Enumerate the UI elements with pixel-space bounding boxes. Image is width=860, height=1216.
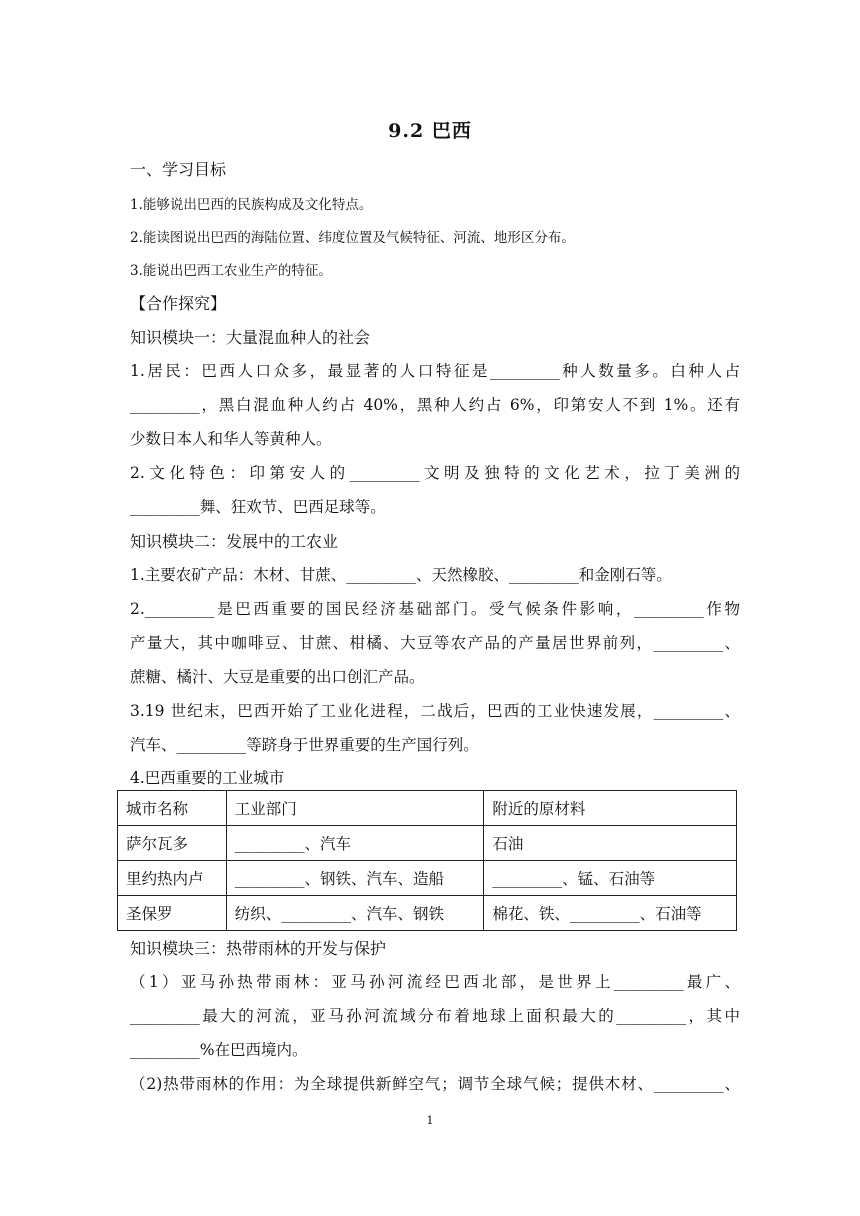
- module2-p1: 1.主要农矿产品：木材、甘蔗、_________、天然橡胶、_________和金刚石等。: [130, 566, 672, 584]
- module1-heading: 知识模块一：大量混血种人的社会: [130, 328, 371, 347]
- module2-p2-line3: 蔗糖、橘汁、大豆是重要的出口创汇产品。: [130, 668, 425, 686]
- module1-p1-line1: 1.居民：巴西人口众多，最显著的人口特征是_________种人数量多。白种人占: [130, 362, 740, 380]
- table-row: [118, 896, 737, 931]
- goal-item-1: 1.能够说出巴西的民族构成及文化特点。: [130, 197, 373, 213]
- table-cell: 棉花、铁、_________、石油等: [484, 896, 737, 931]
- module2-p3-line1: 3.19 世纪末，巴西开始了工业化进程，二战后，巴西的工业快速发展，_________、: [130, 702, 740, 720]
- table-row: [118, 861, 737, 896]
- table-cell: _________、锰、石油等: [484, 861, 737, 896]
- table-cell: 石油: [484, 826, 737, 861]
- module3-p1-line3: _________%在巴西境内。: [130, 1041, 308, 1059]
- table-cell: 纺织、_________、汽车、钢铁: [226, 896, 484, 931]
- table-cell: _________、汽车: [226, 826, 484, 861]
- module1-p1-line2: _________，黑白混血种人约占 40%，黑种人约占 6%，印第安人不到 1%。还有: [130, 396, 740, 414]
- page-title: 9.2 巴西: [388, 120, 472, 142]
- table-row: [118, 826, 737, 861]
- table-cell: 萨尔瓦多: [118, 826, 227, 861]
- table-header-cell: 附近的原材料: [484, 791, 737, 826]
- section-heading-goals: 一、学习目标: [130, 160, 227, 179]
- goal-item-2: 2.能读图说出巴西的海陆位置、纬度位置及气候特征、河流、地形区分布。: [130, 230, 575, 246]
- module3-p1-line2: _________最大的河流，亚马孙河流域分布着地球上面积最大的_________，其中: [130, 1007, 740, 1025]
- module2-p4: 4.巴西重要的工业城市: [130, 769, 285, 787]
- goal-item-3: 3.能说出巴西工农业生产的特征。: [130, 263, 332, 279]
- industrial-cities-table: [117, 790, 737, 931]
- module2-p2-line2: 产量大，其中咖啡豆、甘蔗、柑橘、大豆等农产品的产量居世界前列，_________、: [130, 634, 740, 652]
- module2-heading: 知识模块二：发展中的工农业: [130, 532, 339, 551]
- table-cell: 圣保罗: [118, 896, 227, 931]
- table-cell: _________、钢铁、汽车、造船: [226, 861, 484, 896]
- table-cell: 里约热内卢: [118, 861, 227, 896]
- table-header-cell: 城市名称: [118, 791, 227, 826]
- table-header-row: [118, 791, 737, 826]
- module3-p2: （2)热带雨林的作用：为全球提供新鲜空气；调节全球气候；提供木材、_________、: [130, 1075, 740, 1093]
- cooperation-heading: 【合作探究】: [130, 294, 227, 313]
- module1-p1-line3: 少数日本人和华人等黄种人。: [130, 430, 332, 448]
- page-number: 1: [426, 1114, 434, 1127]
- module3-heading: 知识模块三：热带雨林的开发与保护: [130, 939, 387, 958]
- module1-p2-line2: _________舞、狂欢节、巴西足球等。: [130, 498, 386, 516]
- module2-p2-line1: 2._________是巴西重要的国民经济基础部门。受气候条件影响，_________作物: [130, 600, 740, 618]
- table-header-cell: 工业部门: [226, 791, 484, 826]
- module3-p1-line1: （1）亚马孙热带雨林：亚马孙河流经巴西北部，是世界上_________最广、: [130, 973, 740, 991]
- module2-p3-line2: 汽车、_________等跻身于世界重要的生产国行列。: [130, 736, 479, 754]
- module1-p2-line1: 2.文化特色：印第安人的_________文明及独特的文化艺术，拉丁美洲的: [130, 464, 740, 482]
